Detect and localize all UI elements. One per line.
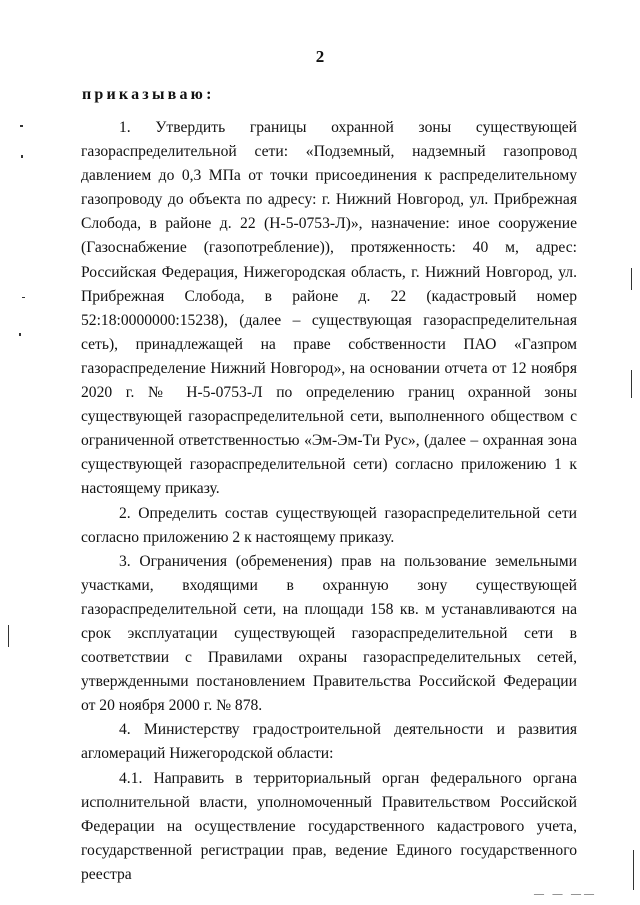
scan-mark bbox=[19, 333, 21, 336]
paragraph-4-1: 4.1. Направить в территориальный орган федерального органа исполнительной власти, уполномоченный Правительством Российской Федерации на осуществление государственного кадастрового учета, государственной регистрации прав, ведение Единого государственного реестра bbox=[81, 769, 577, 883]
scan-mark bbox=[20, 125, 23, 127]
paragraph-1: 1. Утвердить границы охранной зоны существующей газораспределительной сети: «Подземный, надземный газопровод давлением до 0,3 МПа от точки присоединения к распределительному газопроводу до объекта по адресу: г. Нижний Новгород, ул. Прибрежная Слобода, в районе д. 22 (Н-5-0753-Л)», назначение: иное сооружение (Газоснабжение (газопотребление)), протяженность: 40 м, адрес: Российская Федерация, Нижегородская область, г. Нижний Новгород, ул. Прибрежная Слобода, в районе д. 22 (кадастровый номер 52:18:0000000:15238), (далее – существующая газораспределительная сеть), принадлежащей на праве собственности ПАО «Газпром газораспределение Нижний Новгород», на основании отчета от 12 ноября 2020 г. № Н-5-0753-Л по определению границ охранной зоны существующей газораспределительной сети, выполненного обществом с ограниченной ответственностью «Эм-Эм-Ти Рус», (далее – охранная зона существующей газораспределительной сети) согласно приложению 1 к настоящему приказу. bbox=[81, 119, 577, 498]
scan-mark bbox=[633, 850, 634, 890]
paragraph-2: 2. Определить состав существующей газораспределительной сети согласно приложению 2 к настоящему приказу. bbox=[81, 504, 577, 546]
scan-mark bbox=[22, 297, 25, 298]
scan-mark bbox=[631, 268, 632, 290]
document-body bbox=[81, 116, 577, 887]
scan-mark bbox=[21, 155, 23, 158]
paragraph-4: 4. Министерству градостроительной деятельности и развития агломераций Нижегородской области: bbox=[81, 721, 577, 763]
page-number: 2 bbox=[315, 47, 325, 66]
order-heading: приказываю: bbox=[82, 86, 215, 103]
scan-mark bbox=[8, 625, 9, 647]
scan-mark bbox=[631, 370, 632, 398]
footer-marks: — — —— bbox=[534, 889, 597, 900]
paragraph-3: 3. Ограничения (обременения) прав на пользование земельными участками, входящими в охранную зону существующей газораспределительной сети, на площади 158 кв. м устанавливаются на срок эксплуатации существующей газораспределительной сети в соответствии с Правилами охраны газораспределительных сетей, утвержденными постановлением Правительства Российской Федерации от 20 ноября 2000 г. № 878. bbox=[81, 552, 577, 715]
